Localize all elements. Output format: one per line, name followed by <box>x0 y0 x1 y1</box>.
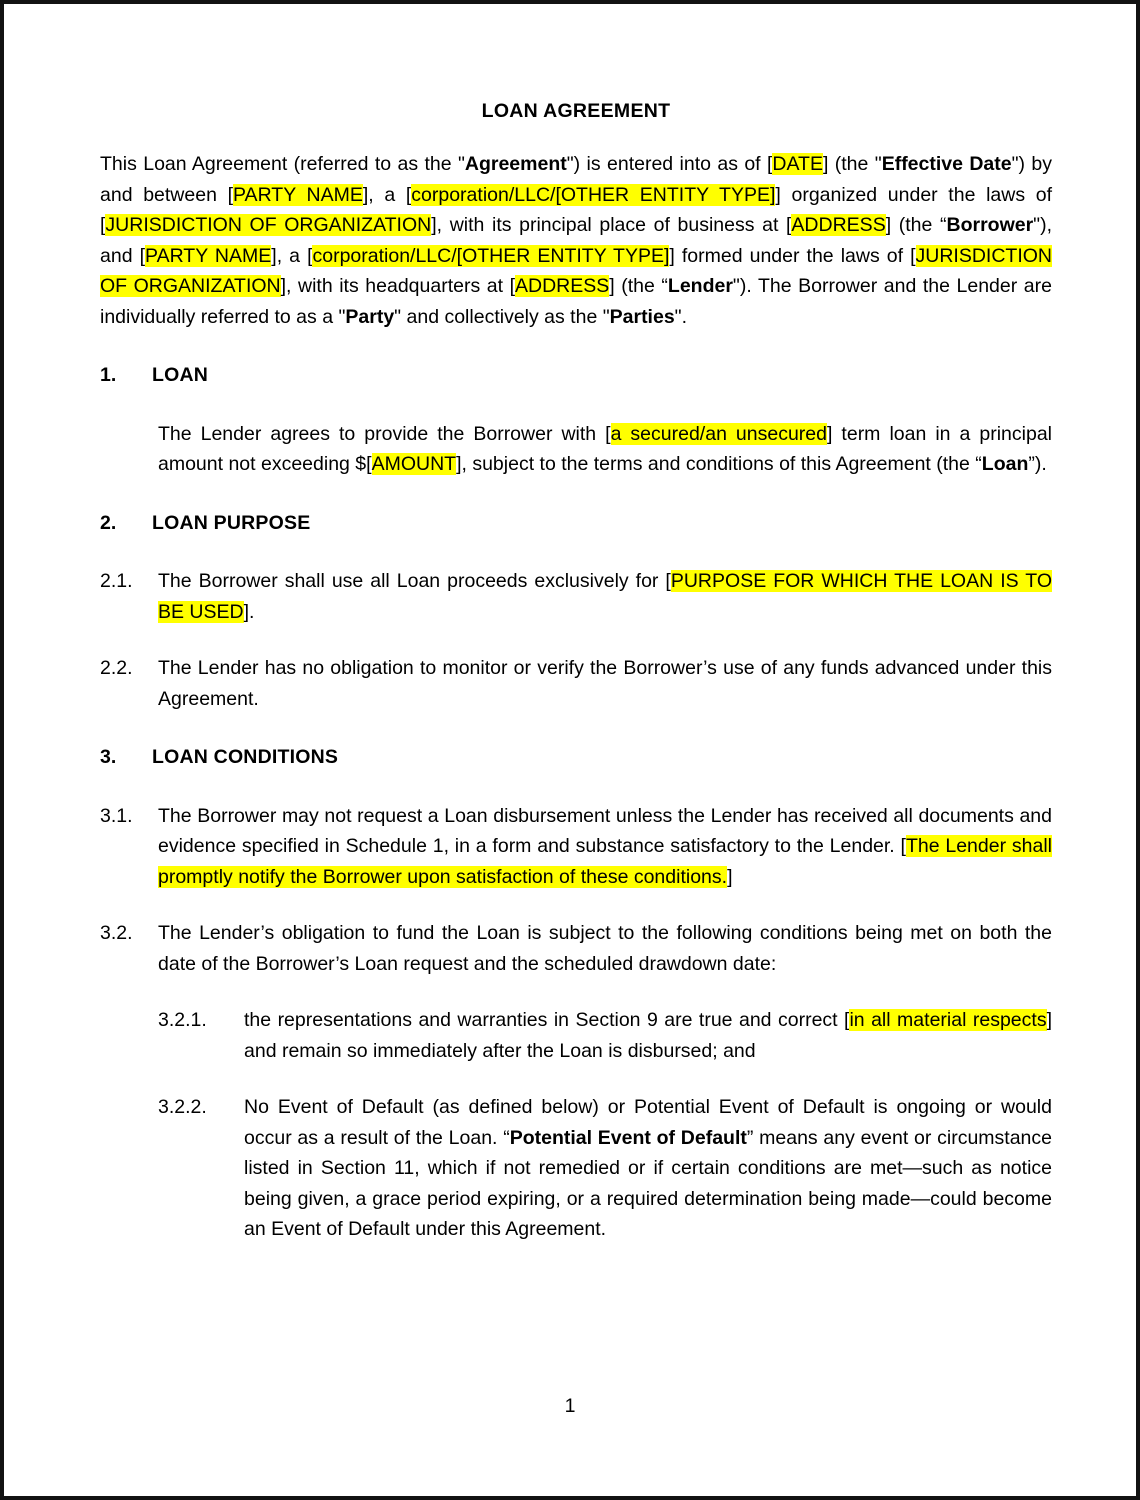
clause-text: The Lender’s obligation to fund the Loan is subject to the following conditions being met on both the date of the Borrower’s Loan request and the scheduled drawdown date: <box>158 922 1052 975</box>
subclause-text: ] and remain so immediately after the Loan is disbursed; and <box>244 1009 1052 1062</box>
intro-paragraph <box>100 149 1052 332</box>
section-1-body <box>100 419 1052 480</box>
clause-text: The Borrower shall use all Loan proceeds exclusively for [ <box>158 570 671 592</box>
intro-text: ") by and between [ <box>100 153 1053 206</box>
subclause-3-2-1 <box>158 1005 1052 1066</box>
placeholder-address-lender: ADDRESS <box>515 275 610 297</box>
clause-number-spacer <box>100 419 158 480</box>
intro-text: ], a [ <box>362 183 412 206</box>
clause-text: The Borrower may not request a Loan disbursement unless the Lender has received all documents and evidence specified in Schedule 1, in a form and substance satisfactory to the Lender. [ <box>158 804 1052 857</box>
intro-text: ], with its headquarters at [ <box>280 275 515 297</box>
clause-text: The Lender has no obligation to monitor or verify the Borrower’s use of any funds advanced under this Agreement. <box>158 657 1052 710</box>
subclause-3-2-2 <box>158 1092 1052 1245</box>
intro-text: ], with its principal place of business at [ <box>431 214 792 236</box>
placeholder-party-name-borrower: PARTY NAME <box>233 183 363 206</box>
placeholder-date: DATE <box>772 153 823 175</box>
clause-text: ] <box>727 865 733 888</box>
term-parties: Parties <box>609 305 675 328</box>
term-effective-date: Effective Date <box>881 153 1012 175</box>
intro-text: ], a [ <box>271 244 313 267</box>
term-loan: Loan <box>981 453 1029 475</box>
placeholder-amount: AMOUNT <box>371 453 457 475</box>
intro-text: ] organized under the laws of [ <box>100 183 1053 236</box>
subclause-text: the representations and warranties in Section 9 are true and correct [ <box>244 1009 850 1031</box>
term-lender: Lender <box>667 275 733 297</box>
term-agreement: Agreement <box>464 153 567 175</box>
clause-2-1 <box>100 566 1052 627</box>
clause-text: ”). <box>1028 453 1047 475</box>
section-label-1: LOAN <box>152 364 209 386</box>
subclause-text: No Event of Default (as defined below) or Potential Event of Default is ongoing or would occur as a result of the Loan. “ <box>244 1096 1052 1149</box>
intro-text: ] (the “ <box>609 275 668 297</box>
clause-3-2 <box>100 918 1052 979</box>
page-number: 1 <box>564 1395 576 1417</box>
subclause-text-3-2-1 <box>244 1005 1052 1066</box>
intro-text: This Loan Agreement (referred to as the " <box>100 153 465 175</box>
placeholder-security-type: a secured/an unsecured <box>610 422 827 445</box>
subclause-text-3-2-2 <box>244 1092 1052 1245</box>
section-number-2: 2. <box>100 511 117 534</box>
placeholder-loan-purpose: PURPOSE FOR WHICH THE LOAN IS TO BE USED <box>158 570 1052 623</box>
section-label-3: LOAN CONDITIONS <box>152 746 339 768</box>
clause-3-1 <box>100 801 1052 893</box>
clause-2-2 <box>100 653 1052 714</box>
intro-text: ] formed under the laws of [ <box>669 244 916 267</box>
section-heading-2 <box>100 508 1052 539</box>
subclause-number-3-2-1: 3.2.1. <box>158 1009 207 1031</box>
placeholder-party-name-lender: PARTY NAME <box>145 244 272 267</box>
placeholder-jurisdiction-lender: JURISDICTION OF ORGANIZATION <box>100 244 1052 297</box>
section-heading-3 <box>100 742 1052 773</box>
section-number-1: 1. <box>100 364 117 386</box>
placeholder-entity-type-lender: corporation/LLC/[OTHER ENTITY TYPE] <box>312 244 670 267</box>
term-party: Party <box>345 305 395 328</box>
intro-text: " and collectively as the " <box>394 305 610 328</box>
clause-text: ], subject to the terms and conditions of this Agreement (the “ <box>456 453 982 475</box>
clause-text-2-2 <box>158 653 1052 714</box>
subclause-text: ” means any event or circumstance listed in Section 11, which if not remedied or if certain conditions are met—such as notice being given, a grace period expiring, or a required determination being made—could become an Event of Default under this Agreement. <box>244 1126 1052 1240</box>
clause-text-3-2 <box>158 918 1052 979</box>
term-borrower: Borrower <box>946 214 1034 236</box>
clause-text: ] term loan in a principal amount not exceeding $[ <box>158 422 1052 475</box>
section-label-2: LOAN PURPOSE <box>152 511 311 534</box>
intro-text: ] (the " <box>822 153 882 175</box>
intro-text: "). The Borrower and the Lender are individually referred to as a " <box>100 275 1052 328</box>
clause-text-2-1 <box>158 566 1052 627</box>
clause-number-3-2: 3.2. <box>100 922 133 944</box>
clause-text-1 <box>158 419 1052 480</box>
clause-number-2-2: 2.2. <box>100 657 133 679</box>
section-number-3: 3. <box>100 746 117 768</box>
clause-text: ]. <box>243 600 255 623</box>
section-heading-1 <box>100 360 1052 391</box>
clause-number-3-1: 3.1. <box>100 804 133 827</box>
intro-text: ] (the “ <box>885 214 947 236</box>
clause-text-3-1 <box>158 801 1052 893</box>
placeholder-jurisdiction-borrower: JURISDICTION OF ORGANIZATION <box>105 214 432 236</box>
page-content <box>4 4 1136 1496</box>
document-title: LOAN AGREEMENT <box>481 100 671 122</box>
intro-text: ") is entered into as of [ <box>566 153 773 175</box>
intro-text: "), and [ <box>100 214 1053 267</box>
clause-number-2-1: 2.1. <box>100 570 133 592</box>
subclause-number-3-2-2: 3.2.2. <box>158 1096 207 1118</box>
placeholder-entity-type-borrower: corporation/LLC/[OTHER ENTITY TYPE] <box>411 183 776 206</box>
intro-text: ". <box>674 305 688 328</box>
clause-text: The Lender agrees to provide the Borrower with [ <box>158 422 611 445</box>
optional-materiality-qualifier: in all material respects <box>849 1009 1047 1031</box>
optional-notice-provision: The Lender shall promptly notify the Borrower upon satisfaction of these conditions. <box>158 835 1052 888</box>
placeholder-address-borrower: ADDRESS <box>791 214 886 236</box>
term-potential-event-of-default: Potential Event of Default <box>509 1126 747 1149</box>
